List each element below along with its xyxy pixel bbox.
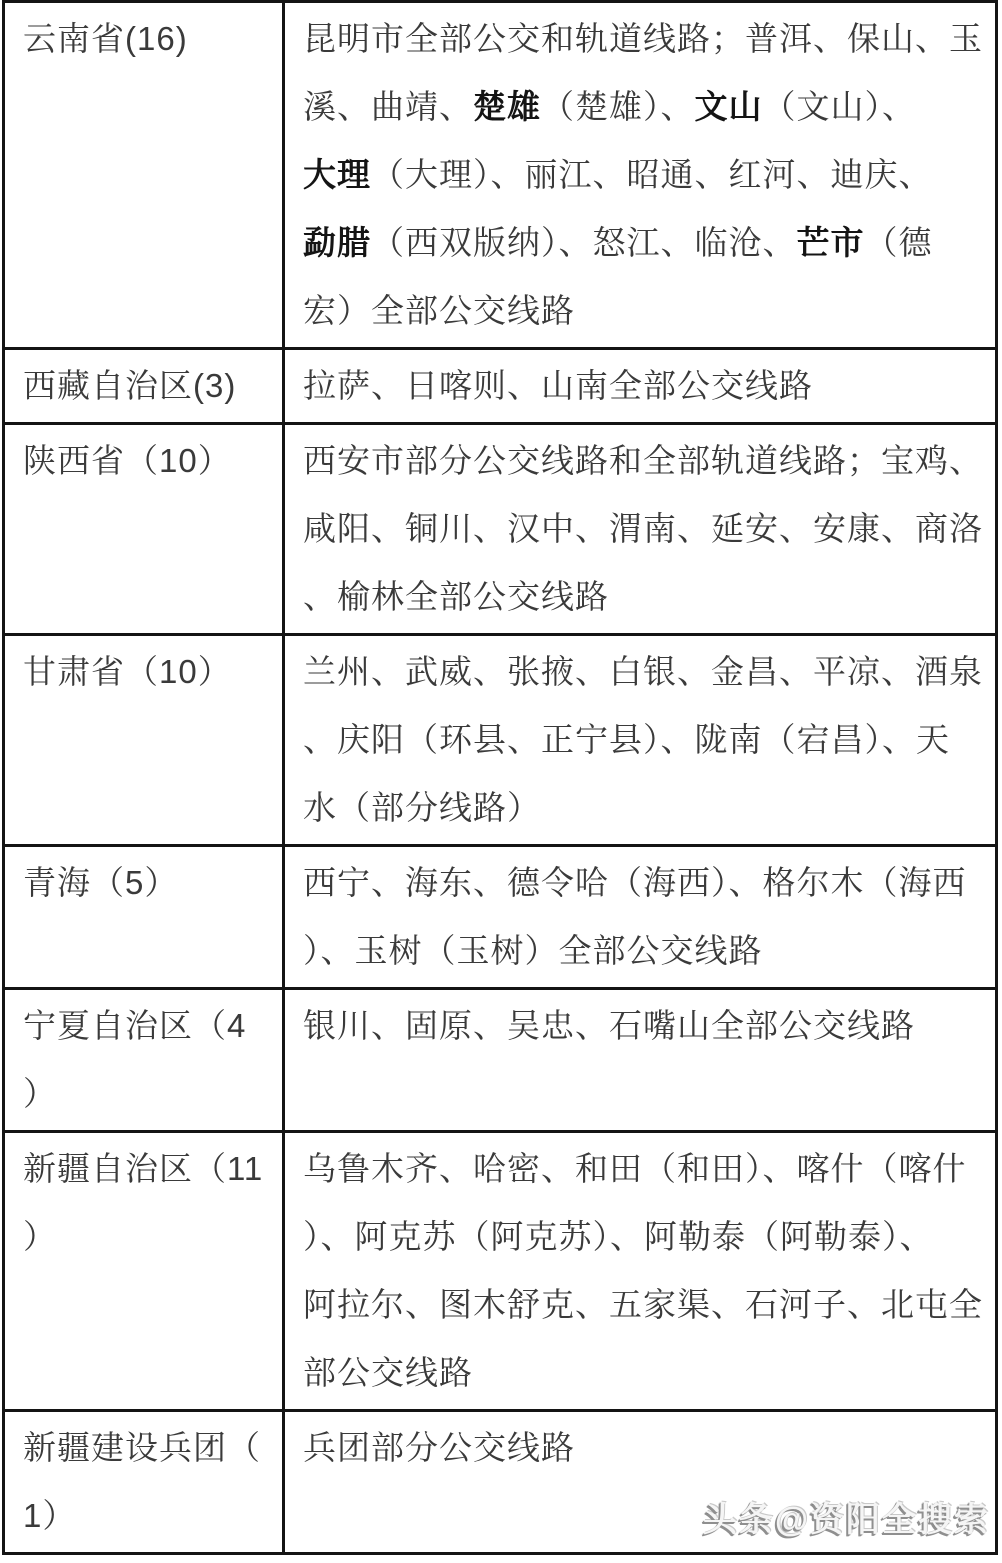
table-row — [4, 1132, 997, 1411]
coverage-text: 咸阳、铜川、汉中、渭南、延安、安康、商洛 — [303, 510, 983, 547]
coverage-text-line — [303, 427, 989, 495]
coverage-text-line — [303, 352, 989, 420]
province-text-line: 新疆建设兵团（ — [23, 1429, 261, 1466]
transit-coverage-table — [2, 0, 998, 1555]
province-text-line: ） — [23, 1075, 57, 1112]
coverage-cell — [284, 635, 997, 846]
table-row — [4, 846, 997, 989]
coverage-text-line — [303, 992, 989, 1060]
coverage-text-line — [303, 1203, 989, 1271]
coverage-text-line — [303, 849, 989, 917]
coverage-text: 、榆林全部公交线路 — [303, 578, 609, 615]
coverage-text: （大理）、丽江、昭通、红河、迪庆、 — [371, 156, 933, 193]
coverage-cell — [284, 349, 997, 424]
coverage-text: 溪、曲靖、 — [303, 88, 473, 125]
coverage-text: 拉萨、日喀则、山南全部公交线路 — [303, 367, 813, 404]
coverage-cell — [284, 424, 997, 635]
coverage-text-line — [303, 277, 989, 345]
coverage-text-line — [303, 73, 989, 141]
coverage-text-line — [303, 141, 989, 209]
province-text-line: 1） — [23, 1497, 77, 1534]
coverage-text: 西宁、海东、德令哈（海西）、格尔木（海西 — [303, 864, 967, 901]
coverage-text: 宏）全部公交线路 — [303, 292, 575, 329]
table-row — [4, 635, 997, 846]
coverage-text-line — [303, 1135, 989, 1203]
table-row — [4, 989, 997, 1132]
province-text-line: 甘肃省（10） — [23, 653, 232, 690]
province-text-line: 宁夏自治区（4 — [23, 1007, 247, 1044]
coverage-text: 西安市部分公交线路和全部轨道线路；宝鸡、 — [303, 442, 983, 479]
province-text-line: 陕西省（10） — [23, 442, 232, 479]
coverage-cell — [284, 989, 997, 1132]
coverage-text: （文山）、 — [762, 88, 916, 125]
province-text-line: 青海（5） — [23, 864, 179, 901]
coverage-text: （西双版纳）、怒江、临沧、 — [371, 224, 797, 261]
coverage-text-line — [303, 638, 989, 706]
coverage-text: 兰州、武威、张掖、白银、金昌、平凉、酒泉 — [303, 653, 983, 690]
city-name-bold: 楚雄 — [473, 88, 541, 125]
table-row — [4, 349, 997, 424]
coverage-cell — [284, 846, 997, 989]
table-row — [4, 2, 997, 349]
watermark: 头条@资阳全搜索 — [702, 1501, 990, 1539]
coverage-text: 昆明市全部公交和轨道线路；普洱、保山、玉 — [303, 20, 983, 57]
coverage-text-line — [303, 5, 989, 73]
province-text-line: 新疆自治区（11 — [23, 1150, 264, 1187]
city-name-bold: 芒市 — [796, 224, 865, 261]
province-text-line: 西藏自治区(3) — [23, 367, 237, 404]
coverage-text-line — [303, 1339, 989, 1407]
coverage-text: 阿拉尔、图木舒克、五家渠、石河子、北屯全 — [303, 1286, 983, 1323]
province-cell — [4, 635, 284, 846]
coverage-text: ）、玉树（玉树）全部公交线路 — [303, 932, 763, 969]
city-name-bold: 大理 — [303, 156, 371, 193]
province-cell — [4, 2, 284, 349]
coverage-text: 乌鲁木齐、哈密、和田（和田）、喀什（喀什 — [303, 1150, 967, 1187]
coverage-text: 兵团部分公交线路 — [303, 1429, 575, 1466]
coverage-text-line — [303, 706, 989, 774]
city-name-bold: 文山 — [694, 88, 763, 125]
coverage-cell — [284, 1132, 997, 1411]
coverage-text: 银川、固原、吴忠、石嘴山全部公交线路 — [303, 1007, 915, 1044]
coverage-text-line — [303, 495, 989, 563]
coverage-cell — [284, 2, 997, 349]
province-text-line: ） — [23, 1218, 57, 1255]
coverage-text: ）、阿克苏（阿克苏）、阿勒泰（阿勒泰）、 — [303, 1218, 934, 1255]
city-name-bold: 勐腊 — [303, 224, 371, 261]
table-row — [4, 424, 997, 635]
province-text-line: 云南省(16) — [23, 20, 188, 57]
province-cell — [4, 846, 284, 989]
coverage-text: （德 — [864, 224, 933, 261]
coverage-text-line — [303, 1271, 989, 1339]
coverage-text: 水（部分线路） — [303, 789, 541, 826]
coverage-text-line — [303, 917, 989, 985]
province-cell — [4, 1411, 284, 1554]
coverage-text-line — [303, 774, 989, 842]
coverage-text-line — [303, 1414, 989, 1482]
coverage-text-line — [303, 563, 989, 631]
coverage-text: （楚雄）、 — [541, 88, 695, 125]
province-cell — [4, 424, 284, 635]
coverage-text: 、庆阳（环县、正宁县）、陇南（宕昌）、天 — [303, 721, 950, 758]
province-cell — [4, 1132, 284, 1411]
coverage-text: 部公交线路 — [303, 1354, 473, 1391]
table-body — [4, 2, 997, 1554]
province-cell — [4, 349, 284, 424]
coverage-text-line — [303, 209, 989, 277]
province-cell — [4, 989, 284, 1132]
